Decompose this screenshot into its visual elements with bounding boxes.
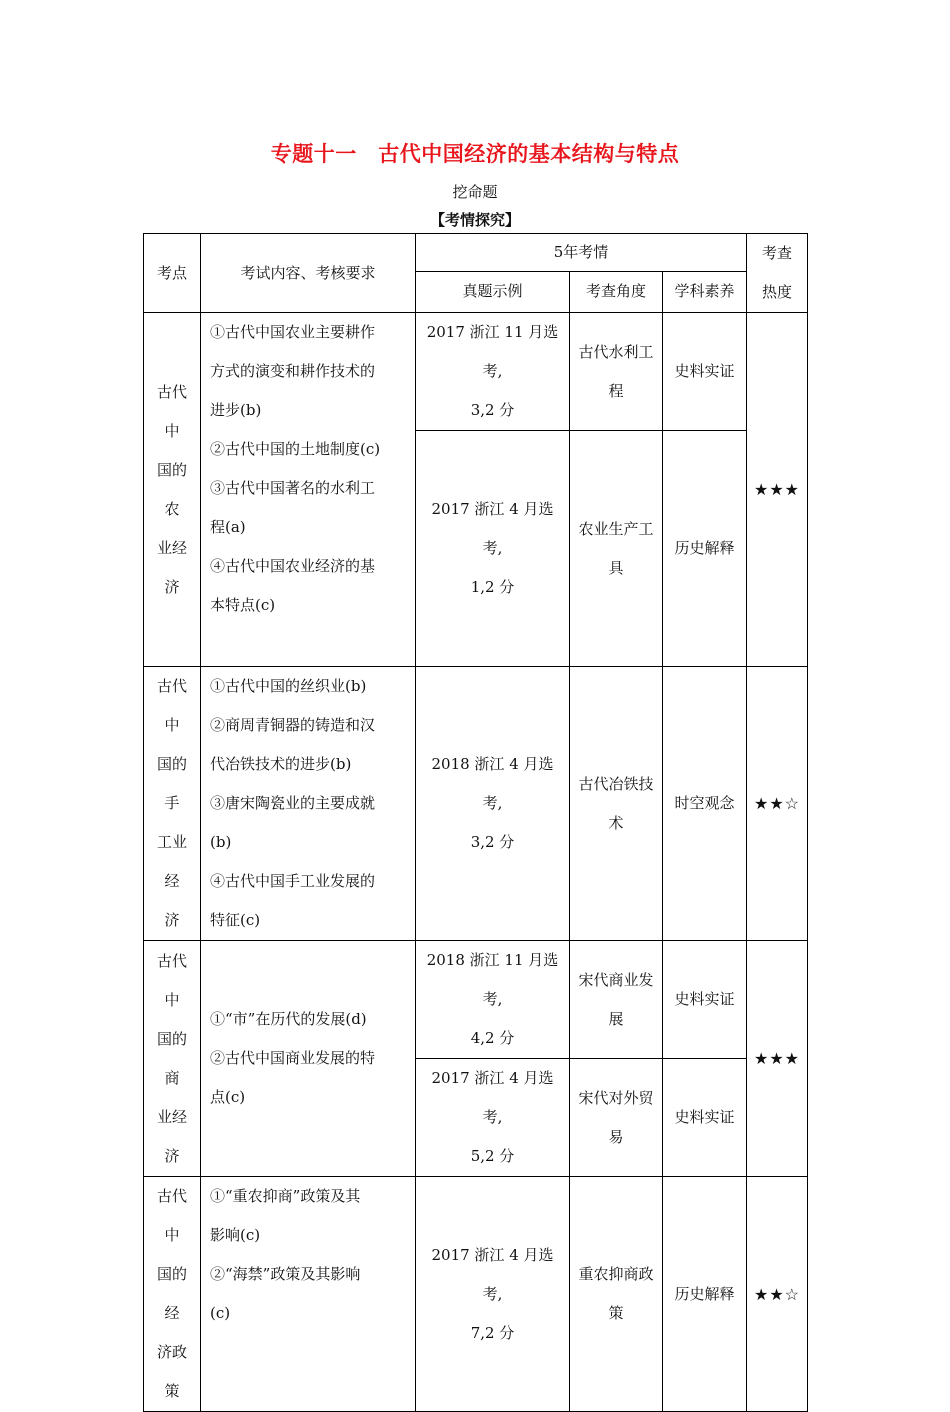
header-content: 考试内容、考核要求 — [201, 234, 416, 313]
requirement-line: 本特点(c) — [210, 596, 276, 614]
kaodian-line: 古代中 — [156, 382, 187, 440]
kaodian-line: 业经济 — [156, 538, 187, 596]
requirements-cell — [201, 313, 416, 667]
example-line: 2017 浙江 4 月选考, — [431, 500, 554, 557]
example-line: 2018 浙江 4 月选考, — [431, 755, 554, 812]
kaodian-cell — [144, 313, 201, 667]
requirement-line: ①古代中国农业主要耕作 — [210, 323, 376, 341]
exam-angle — [570, 941, 663, 1059]
kaodian-cell — [144, 941, 201, 1177]
example-line: 1,2 分 — [470, 578, 515, 596]
requirement-line: 特征(c) — [210, 911, 261, 929]
exam-literacy: 史料实证 — [663, 313, 747, 431]
example-line: 5,2 分 — [470, 1147, 515, 1165]
example-line: 7,2 分 — [470, 1323, 515, 1342]
requirement-line: ②“海禁”政策及其影响 — [210, 1265, 361, 1283]
requirements-cell — [201, 941, 416, 1177]
header-angle: 考查角度 — [570, 271, 663, 312]
requirement-line: 进步(b) — [210, 401, 262, 419]
exam-literacy: 历史解释 — [663, 431, 747, 667]
exam-example — [416, 667, 570, 941]
header-heat-line: 热度 — [761, 283, 792, 301]
example-line: 2017 浙江 4 月选考, — [431, 1069, 554, 1126]
kaodian-line: 古代中 — [156, 951, 187, 1009]
header-heat — [747, 234, 808, 313]
angle-line: 术 — [608, 813, 624, 832]
requirement-line: (b) — [210, 833, 232, 851]
requirement-line: ③古代中国著名的水利工 — [210, 479, 376, 497]
angle-line: 易 — [608, 1127, 624, 1146]
exam-analysis-table — [143, 233, 808, 1412]
requirement-line: ①古代中国的丝织业(b) — [210, 677, 367, 695]
kaodian-line: 工业经 — [156, 833, 187, 890]
kaodian-line: 济 — [164, 911, 180, 929]
kaodian-cell — [144, 1177, 201, 1412]
header-kaodian: 考点 — [144, 234, 201, 313]
example-line: 3,2 分 — [470, 833, 515, 851]
exam-angle — [570, 667, 663, 941]
requirement-line: ②古代中国的土地制度(c) — [210, 440, 381, 458]
kaodian-cell — [144, 667, 201, 941]
requirement-line: 点(c) — [210, 1088, 246, 1106]
angle-line: 农业生产工 — [578, 519, 654, 538]
header-literacy: 学科素养 — [663, 271, 747, 312]
requirements-cell — [201, 667, 416, 941]
section-heading: 【考情探究】 — [429, 211, 520, 229]
requirement-line: 方式的演变和耕作技术的 — [210, 362, 376, 380]
header-five-years: 5年考情 — [416, 234, 747, 272]
angle-line: 展 — [608, 1009, 624, 1028]
angle-line: 古代水利工 — [578, 342, 654, 361]
example-line: 4,2 分 — [470, 1029, 515, 1047]
requirements-cell — [201, 1177, 416, 1412]
kaodian-line: 业经济 — [156, 1107, 187, 1165]
requirement-line: ③唐宋陶瓷业的主要成就 — [210, 794, 376, 812]
angle-line: 程 — [608, 381, 624, 400]
angle-line: 重农抑商政 — [578, 1265, 654, 1283]
heat-rating: ★★★ — [747, 313, 808, 667]
exam-literacy: 历史解释 — [663, 1177, 747, 1412]
exam-angle — [570, 1177, 663, 1412]
angle-line: 宋代商业发 — [578, 970, 654, 989]
exam-literacy: 史料实证 — [663, 1059, 747, 1177]
header-examples: 真题示例 — [416, 271, 570, 312]
heat-rating: ★★☆ — [747, 667, 808, 941]
angle-line: 古代冶铁技 — [578, 774, 654, 793]
kaodian-line: 古代中 — [156, 677, 187, 734]
angle-line: 宋代对外贸 — [578, 1088, 654, 1107]
exam-literacy: 时空观念 — [663, 667, 747, 941]
kaodian-line: 国的经 — [156, 1265, 187, 1322]
exam-example — [416, 431, 570, 667]
subtitle: 挖命题 — [452, 183, 498, 201]
angle-line: 具 — [608, 558, 624, 577]
kaodian-line: 国的手 — [156, 755, 187, 812]
requirement-line: (c) — [210, 1304, 231, 1322]
example-line: 2017 浙江 11 月选考, — [426, 323, 559, 380]
heat-rating: ★★☆ — [747, 1177, 808, 1412]
exam-angle — [570, 1059, 663, 1177]
requirement-line: ④古代中国手工业发展的 — [210, 872, 376, 890]
requirement-line: ②商周青铜器的铸造和汉 — [210, 716, 376, 734]
kaodian-line: 济政策 — [156, 1343, 187, 1400]
example-line: 3,2 分 — [470, 401, 515, 419]
angle-line: 策 — [608, 1304, 624, 1322]
example-line: 2017 浙江 4 月选考, — [431, 1245, 554, 1303]
exam-angle — [570, 313, 663, 431]
requirement-line: ①“重农抑商”政策及其 — [210, 1187, 361, 1205]
exam-example — [416, 1059, 570, 1177]
requirement-line: 代冶铁技术的进步(b) — [210, 755, 352, 773]
exam-example — [416, 1177, 570, 1412]
page-title: 专题十一 古代中国经济的基本结构与特点 — [270, 142, 680, 166]
exam-literacy: 史料实证 — [663, 941, 747, 1059]
exam-example — [416, 941, 570, 1059]
requirement-line: ①“市”在历代的发展(d) — [210, 1010, 367, 1028]
requirement-line: 影响(c) — [210, 1226, 261, 1244]
heat-rating: ★★★ — [747, 941, 808, 1177]
requirement-line: 程(a) — [210, 518, 246, 536]
header-heat-line: 考查 — [761, 244, 792, 262]
requirement-line: ④古代中国农业经济的基 — [210, 557, 376, 575]
kaodian-line: 国的商 — [156, 1029, 187, 1087]
kaodian-line: 古代中 — [156, 1187, 187, 1244]
exam-example — [416, 313, 570, 431]
example-line: 2018 浙江 11 月选考, — [426, 951, 559, 1008]
exam-angle — [570, 431, 663, 667]
requirement-line: ②古代中国商业发展的特 — [210, 1049, 376, 1067]
kaodian-line: 国的农 — [156, 460, 187, 518]
